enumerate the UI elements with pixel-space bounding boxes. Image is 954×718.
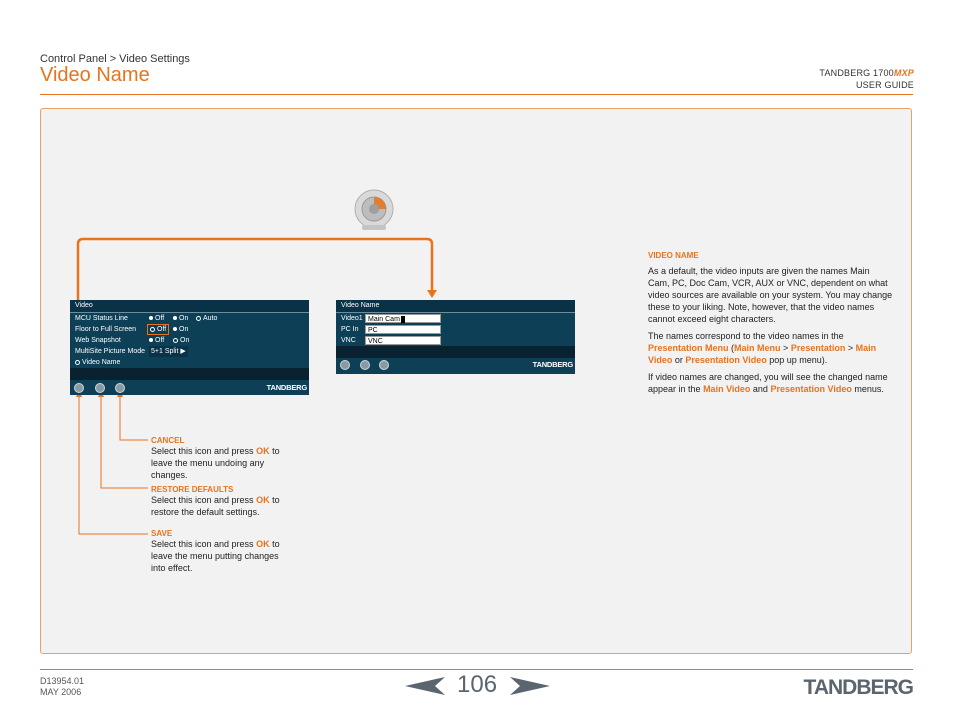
screen-logo: TANDBERG (532, 360, 573, 369)
restore-callout: RESTORE DEFAULTS Select this icon and press OK to restore the default settings. (151, 485, 291, 518)
option-on[interactable]: On (173, 335, 189, 346)
doc-info (40, 676, 84, 698)
tandberg-logo: TANDBERG (803, 676, 913, 699)
menu-row-floor[interactable] (70, 324, 309, 335)
option-on[interactable]: On (173, 313, 188, 324)
product-name: TANDBERG 1700 (819, 68, 894, 78)
page-title: Video Name (40, 64, 150, 86)
status-bar (70, 380, 309, 395)
name-row-vnc[interactable] (336, 335, 575, 346)
paragraph-2: The names correspond to the video names in the Presentation Menu (Main Menu > Presentation > Main Video or Presentation Video pop up menu). (648, 331, 877, 365)
option-off[interactable]: Off (149, 313, 164, 324)
name-row-video1[interactable] (336, 313, 575, 324)
doc-date: MAY 2006 (40, 687, 82, 697)
callout-title: RESTORE DEFAULTS (151, 485, 234, 494)
menu-row-multisite[interactable] (70, 346, 309, 357)
previous-page-arrow-icon[interactable] (405, 677, 445, 695)
next-page-arrow-icon[interactable] (510, 677, 550, 695)
row-label: Web Snapshot (75, 337, 121, 344)
row-label: Video Name (82, 359, 121, 366)
doc-id: D13954.01 (40, 676, 85, 686)
video-menu-screen (70, 300, 309, 394)
save-callout: SAVE Select this icon and press OK to leave the menu putting changes into effect. (151, 529, 280, 573)
restore-defaults-icon[interactable] (360, 360, 370, 370)
screen-logo: TANDBERG (266, 383, 307, 392)
option-auto[interactable]: Auto (196, 313, 217, 324)
video1-name-field[interactable]: Main Cam (365, 314, 441, 323)
menu-bar (336, 346, 575, 358)
row-label: MCU Status Line (75, 315, 128, 322)
callout-title: SAVE (151, 529, 173, 538)
row-label: MultiSite Picture Mode (75, 348, 146, 355)
menu-title: Video (70, 300, 309, 313)
callout-title: CANCEL (151, 436, 185, 445)
product-suffix: MXP (893, 68, 914, 78)
pcin-name-field[interactable]: PC (365, 325, 441, 334)
guide-label: USER GUIDE (855, 80, 914, 90)
menu-row-snapshot[interactable] (70, 335, 309, 346)
menu-title: Video Name (336, 300, 575, 313)
paragraph-1: As a default, the video inputs are given the names Main Cam, PC, Doc Cam, VCR, AUX or VNC, dependent on what video sources are available on your system. You may change these to your liking. Note, however, that the video names cannot exceed eight characters. (648, 266, 893, 324)
option-off[interactable]: Off (149, 335, 164, 346)
row-label: VNC (341, 337, 356, 344)
save-icon[interactable] (74, 383, 84, 393)
row-label: Video1 (341, 315, 363, 322)
menu-row-video-name[interactable] (70, 357, 309, 368)
page-number: 106 (457, 671, 498, 698)
cancel-callout: CANCEL Select this icon and press OK to leave the menu undoing any changes. (151, 436, 291, 481)
split-select[interactable]: 5+1 Split ▶ (151, 348, 186, 355)
row-label: PC In (341, 326, 359, 333)
name-row-pcin[interactable] (336, 324, 575, 335)
option-on[interactable]: On (173, 324, 188, 335)
menu-row-mcu[interactable] (70, 313, 309, 324)
cancel-icon[interactable] (379, 360, 389, 370)
section-heading: VIDEO NAME (648, 251, 699, 260)
status-bar (336, 358, 575, 373)
row-label: Floor to Full Screen (75, 326, 137, 333)
footer-rule (40, 669, 913, 670)
breadcrumb: Control Panel > Video Settings (40, 53, 190, 65)
description-panel (648, 250, 893, 400)
paragraph-3: If video names are changed, you will see the changed name appear in the Main Video and Presentation Video menus. (648, 372, 888, 394)
save-icon[interactable] (340, 360, 350, 370)
video-name-screen (336, 300, 575, 374)
cancel-icon[interactable] (115, 383, 125, 393)
option-off-selected[interactable]: Off (147, 324, 169, 335)
menu-bar (70, 368, 309, 380)
vnc-name-field[interactable]: VNC (365, 336, 441, 345)
restore-defaults-icon[interactable] (95, 383, 105, 393)
